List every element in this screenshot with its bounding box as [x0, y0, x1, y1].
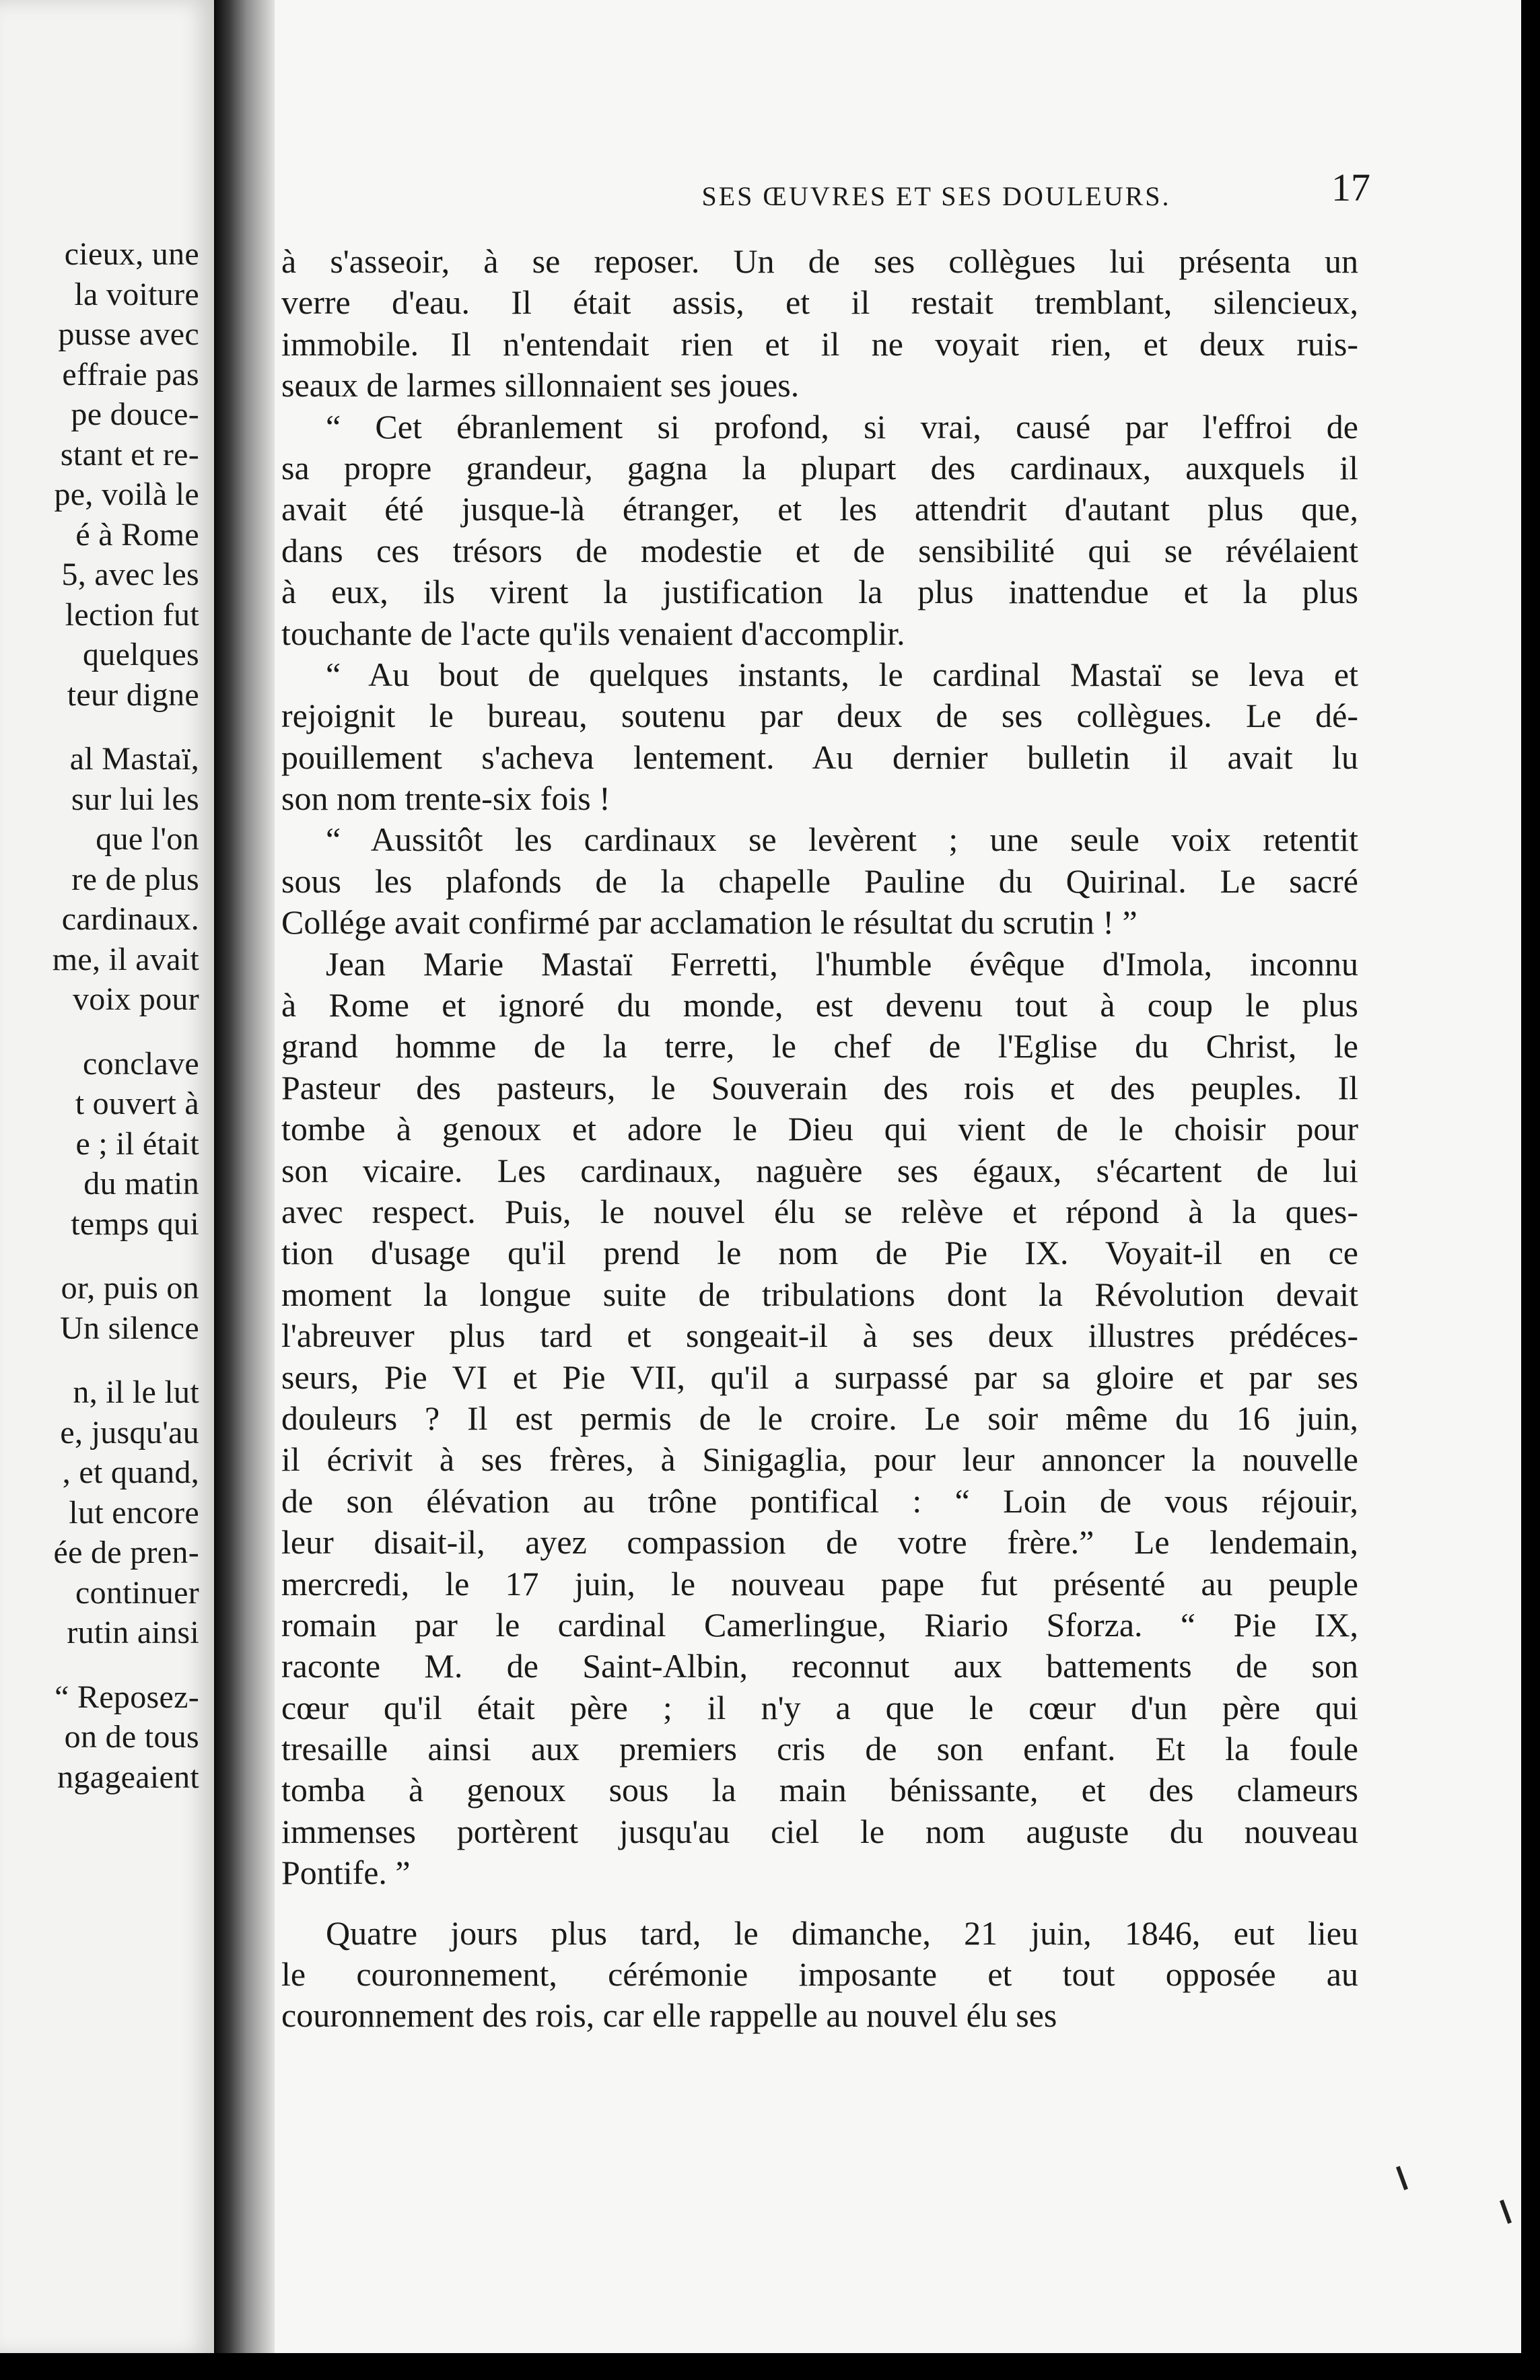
previous-page-line: e ; il était — [75, 1125, 199, 1162]
left-line-gap — [53, 1653, 199, 1677]
text-line: leur disait-il, ayez compassion de votre frère.” Le lendemain, — [281, 1523, 1358, 1562]
previous-page-line: teur digne — [67, 676, 199, 713]
text-line: “ Cet ébranlement si profond, si vrai, causé par l'effroi de — [326, 407, 1358, 446]
left-line-gap — [53, 1020, 199, 1044]
text-line: tion d'usage qu'il prend le nom de Pie IX. Voyait-il en ce — [281, 1234, 1358, 1272]
text-line: le couronnement, cérémonie imposante et tout opposée au — [281, 1955, 1358, 1994]
text-line: immobile. Il n'entendait rien et il ne voyait rien, et deux ruis- — [281, 324, 1358, 363]
text-line: son vicaire. Les cardinaux, naguère ses égaux, s'écartent de lui — [281, 1151, 1358, 1189]
ink-mark — [1500, 2200, 1512, 2224]
text-line: à s'asseoir, à se reposer. Un de ses collègues lui présenta un — [281, 242, 1358, 280]
text-line: de son élévation au trône pontifical : “ Loin de vous réjouir, — [281, 1481, 1358, 1520]
text-line: avait été jusque-là étranger, et les attendrit d'autant plus que, — [281, 490, 1358, 528]
text-line: douleurs ? Il est permis de le croire. Le soir même du 16 juin, — [281, 1399, 1358, 1437]
previous-page-line: on de tous — [64, 1719, 199, 1755]
text-line: tombe à genoux et adore le Dieu qui vient de le choisir pour — [281, 1110, 1358, 1148]
previous-page-line: conclave — [83, 1045, 199, 1082]
text-line: couronnement des rois, car elle rappelle au nouvel élu ses — [281, 1996, 1057, 2035]
text-line: pouillement s'acheva lentement. Au dernier bulletin il avait lu — [281, 738, 1358, 776]
text-line: son nom trente-six fois ! — [281, 779, 610, 818]
paragraph-gap — [281, 1894, 1358, 1913]
previous-page-line: me, il avait — [52, 941, 199, 977]
scan-border-right — [1521, 0, 1540, 2380]
left-line-gap — [53, 1244, 199, 1268]
text-line: Quatre jours plus tard, le dimanche, 21 juin, 1846, eut lieu — [326, 1914, 1358, 1952]
previous-page-line: n, il le lut — [73, 1374, 199, 1410]
previous-page-line: al Mastaï, — [69, 741, 199, 777]
previous-page-line: Un silence — [60, 1310, 199, 1346]
previous-page-text — [53, 234, 199, 1797]
text-line: à eux, ils virent la justification la plus inattendue et la plus — [281, 573, 1358, 611]
previous-page-line: re de plus — [71, 861, 199, 897]
previous-page-line: la voiture — [74, 276, 199, 312]
text-line: verre d'eau. Il était assis, et il restait tremblant, silencieux, — [281, 283, 1358, 322]
text-line: sous les plafonds de la chapelle Pauline du Quirinal. Le sacré — [281, 862, 1358, 900]
previous-page-line: pe douce- — [71, 396, 199, 432]
previous-page-line: voix pour — [72, 981, 199, 1017]
previous-page-line: t ouvert à — [75, 1086, 199, 1121]
previous-page-line: é à Rome — [75, 516, 199, 553]
text-line: “ Aussitôt les cardinaux se levèrent ; une seule voix retentit — [326, 820, 1358, 859]
text-line: rejoignit le bureau, soutenu par deux de ses collègues. Le dé- — [281, 697, 1358, 735]
body-text — [281, 241, 1358, 2037]
previous-page-line: sur lui les — [71, 781, 199, 817]
previous-page-line: que l'on — [96, 821, 199, 857]
previous-page-line: ngageaient — [57, 1759, 199, 1795]
previous-page-line: lut encore — [69, 1494, 199, 1531]
running-title: SES ŒUVRES ET SES DOULEURS. — [701, 181, 1171, 211]
text-line: seaux de larmes sillonnaient ses joues. — [281, 366, 800, 405]
text-line: touchante de l'acte qu'ils venaient d'accomplir. — [281, 614, 905, 652]
text-line: Pontife. ” — [281, 1854, 411, 1892]
previous-page-line: , et quand, — [62, 1455, 199, 1490]
text-line: immenses portèrent jusqu'au ciel le nom auguste du nouveau — [281, 1812, 1358, 1850]
left-line-gap — [53, 1348, 199, 1372]
previous-page-line: or, puis on — [61, 1270, 199, 1306]
text-line: “ Au bout de quelques instants, le cardinal Mastaï se leva et — [326, 655, 1358, 693]
text-line: dans ces trésors de modestie et de sensibilité qui se révélaient — [281, 531, 1358, 569]
text-line: Collége avait confirmé par acclamation le résultat du scrutin ! ” — [281, 903, 1138, 942]
text-line: tomba à genoux sous la main bénissante, et des clameurs — [281, 1771, 1358, 1809]
previous-page-line: effraie pas — [62, 356, 199, 392]
previous-page-line: rutin ainsi — [67, 1615, 199, 1650]
previous-page-line: cardinaux. — [61, 901, 199, 937]
previous-page-line: pusse avec — [58, 316, 199, 352]
book-gutter-shadow — [214, 0, 275, 2356]
previous-page-line: stant et re- — [60, 436, 199, 473]
previous-page-line: quelques — [82, 637, 199, 672]
text-line: sa propre grandeur, gagna la plupart des cardinaux, auxquels il — [281, 448, 1358, 487]
text-line: mercredi, le 17 juin, le nouveau pape fut présenté au peuple — [281, 1564, 1358, 1603]
previous-page-fragment — [0, 0, 214, 2356]
previous-page-line: ée de pren- — [53, 1535, 199, 1570]
scan-border-bottom — [0, 2353, 1540, 2380]
previous-page-line: continuer — [75, 1574, 199, 1611]
text-line: cœur qu'il était père ; il n'y a que le cœur d'un père qui — [281, 1688, 1358, 1726]
text-line: romain par le cardinal Camerlingue, Riario Sforza. “ Pie IX, — [281, 1605, 1358, 1644]
text-line: raconte M. de Saint-Albin, reconnut aux battements de son — [281, 1647, 1358, 1685]
left-line-gap — [53, 715, 199, 739]
previous-page-line: e, jusqu'au — [60, 1414, 199, 1450]
text-line: à Rome et ignoré du monde, est devenu tout à coup le plus — [281, 986, 1358, 1024]
previous-page-line: cieux, une — [64, 236, 199, 272]
ink-mark — [1396, 2166, 1408, 2190]
text-line: tresaille ainsi aux premiers cris de son enfant. Et la foule — [281, 1730, 1358, 1768]
text-line: moment la longue suite de tribulations dont la Révolution devait — [281, 1275, 1358, 1313]
previous-page-line: “ Reposez- — [55, 1679, 199, 1715]
page-number: 17 — [1331, 166, 1370, 209]
text-line: il écrivit à ses frères, à Sinigaglia, pour leur annoncer la nouvelle — [281, 1440, 1358, 1479]
previous-page-line: temps qui — [71, 1205, 199, 1242]
previous-page-line: 5, avec les — [61, 557, 199, 592]
previous-page-line: du matin — [83, 1166, 199, 1201]
previous-page-line: pe, voilà le — [54, 477, 199, 512]
text-line: Jean Marie Mastaï Ferretti, l'humble évêque d'Imola, inconnu — [326, 944, 1358, 983]
text-line: l'abreuver plus tard et songeait-il à ses deux illustres prédéces- — [281, 1317, 1358, 1355]
text-line: Pasteur des pasteurs, le Souverain des rois et des peuples. Il — [281, 1068, 1358, 1107]
previous-page-line: lection fut — [65, 596, 199, 633]
text-line: grand homme de la terre, le chef de l'Eglise du Christ, le — [281, 1027, 1358, 1065]
book-page — [275, 0, 1521, 2356]
text-line: avec respect. Puis, le nouvel élu se relève et répond à la ques- — [281, 1192, 1358, 1230]
text-line: seurs, Pie VI et Pie VII, qu'il a surpassé par sa gloire et par ses — [281, 1358, 1358, 1396]
